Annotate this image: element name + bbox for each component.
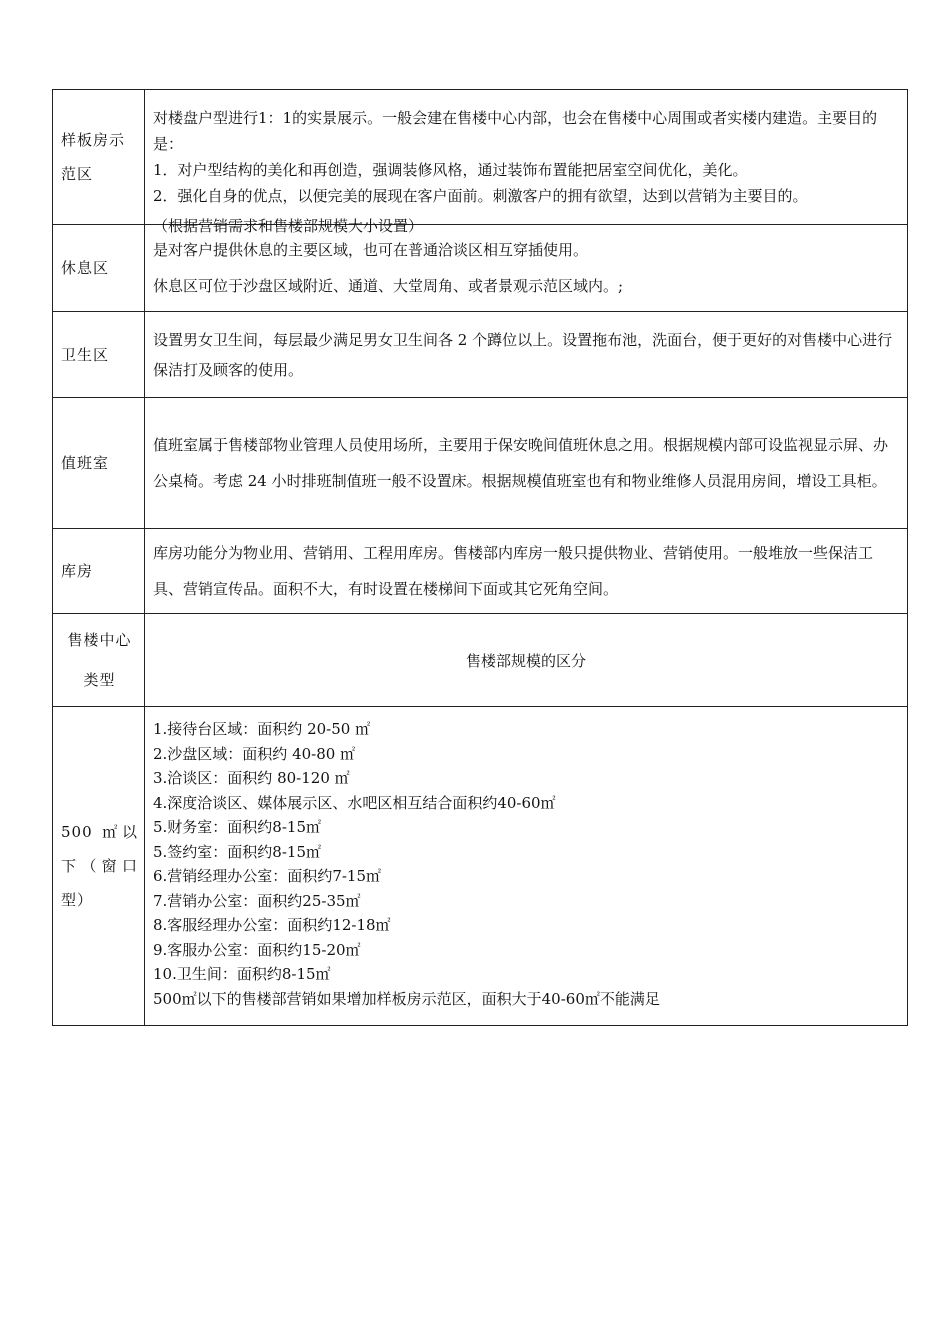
list-item: 6.营销经理办公室：面积约7-15㎡	[153, 867, 382, 885]
content-paragraph: 休息区可位于沙盘区域附近、通道、大堂周角、或者景观示范区域内。;	[153, 277, 624, 295]
table-row	[53, 312, 908, 398]
content-paragraph: 1．对户型结构的美化和再创造，强调装修风格，通过装饰布置能把居室空间优化，美化。	[153, 161, 748, 179]
table-row	[53, 707, 908, 1026]
list-item: 7.营销办公室：面积约25-35㎡	[153, 891, 361, 910]
list-item: 1.接待台区域：面积约 20-50 ㎡	[153, 720, 371, 738]
row-content	[145, 614, 908, 707]
list-item: 4.深度洽谈区、媒体展示区、水吧区相互结合面积约40-60㎡	[153, 793, 556, 812]
row-content	[145, 90, 908, 225]
list-item: 5.签约室：面积约8-15㎡	[153, 842, 322, 861]
list-item: 8.客服经理办公室：面积约12-18㎡	[153, 916, 391, 934]
list-item: 500㎡以下的售楼部营销如果增加样板房示范区，面积大于40-60㎡不能满足	[153, 989, 660, 1008]
list-item: 2.沙盘区域：面积约 40-80 ㎡	[153, 744, 356, 763]
table-row	[53, 614, 908, 707]
area-description-table	[52, 89, 908, 1026]
list-item: 5.财务室：面积约8-15㎡	[153, 818, 322, 836]
row-content	[145, 312, 908, 398]
table-row	[53, 225, 908, 312]
content-paragraph: 值班室属于售楼部物业管理人员使用场所，主要用于保安晚间值班休息之用。根据规模内部可设监视显示屏、办公桌椅。考虑 24 小时排班制值班一般不设置床。根据规模值班室也有和物业维修人员混用房间，增设工具柜。	[153, 436, 889, 490]
row-label: 值班室	[53, 398, 145, 529]
row-content	[145, 398, 908, 529]
table-row	[53, 529, 908, 614]
content-paragraph: 2．强化自身的优点，以便完美的展现在客户面前。刺激客户的拥有欲望，达到以营销为主要目的。	[153, 187, 808, 205]
size-note: （根据营销需求和售楼部规模大小设置）	[153, 217, 424, 235]
row-content	[145, 707, 908, 1026]
row-label: 休息区	[53, 225, 145, 312]
list-item: 3.洽谈区：面积约 80-120 ㎡	[153, 769, 350, 787]
content-paragraph: 是对客户提供休息的主要区域，也可在普通洽谈区相互穿插使用。	[153, 241, 589, 259]
list-item: 10.卫生间：面积约8-15㎡	[153, 965, 331, 983]
table-row	[53, 90, 908, 225]
row-content	[145, 529, 908, 614]
list-item: 9.客服办公室：面积约15-20㎡	[153, 940, 361, 959]
row-content	[145, 217, 908, 312]
row-label: 售楼中心类型	[53, 614, 145, 707]
row-label: 样板房示范区	[53, 90, 145, 225]
content-paragraph: 库房功能分为物业用、营销用、工程用库房。售楼部内库房一般只提供物业、营销使用。一般堆放一些保洁工具、营销宣传品。面积不大，有时设置在楼梯间下面或其它死角空间。	[153, 544, 874, 598]
content-paragraph: 设置男女卫生间，每层最少满足男女卫生间各 2 个蹲位以上。设置拖布池，洗面台，便于更好的对售楼中心进行保洁打及顾客的使用。	[153, 330, 893, 379]
table-row	[53, 398, 908, 529]
row-label: 卫生区	[53, 312, 145, 398]
content-paragraph: 对楼盘户型进行1：1的实景展示。一般会建在售楼中心内部，也会在售楼中心周围或者实楼内建造。主要目的是：	[153, 109, 878, 153]
row-label: 500 ㎡以下（窗口型）	[53, 707, 145, 1026]
content-paragraph: 售楼部规模的区分	[465, 651, 586, 670]
row-label: 库房	[53, 529, 145, 614]
